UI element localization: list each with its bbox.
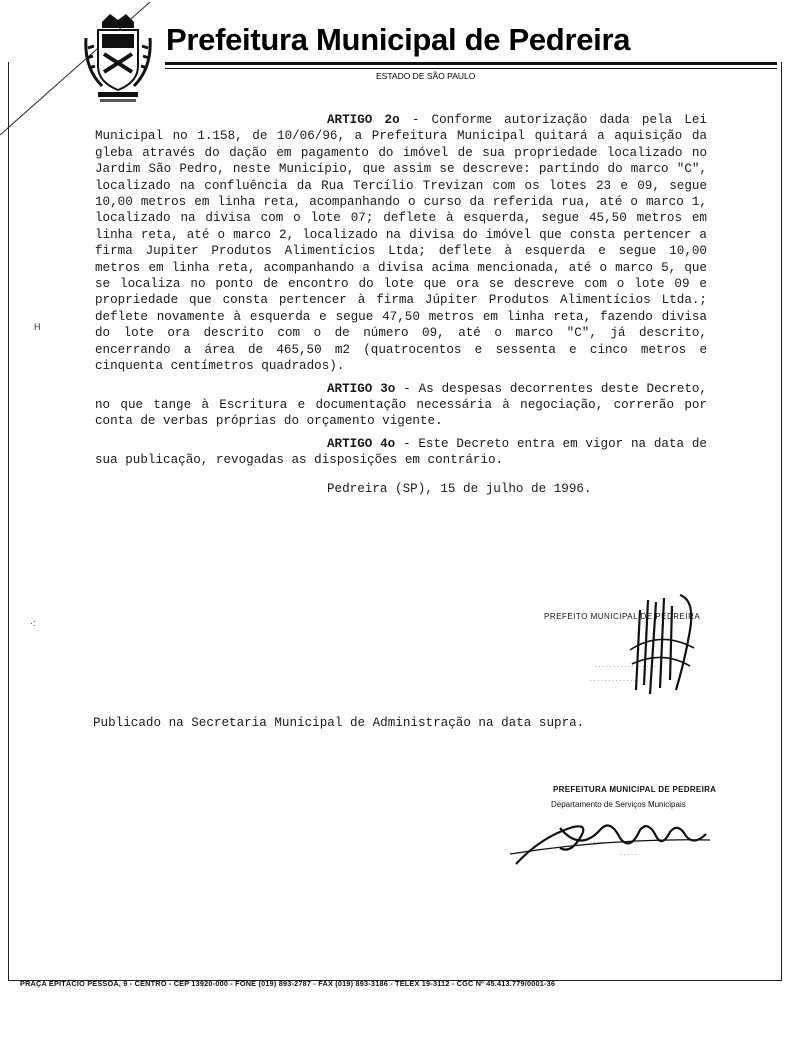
margin-mark: H <box>34 322 41 332</box>
article-4-label: ARTIGO 4o <box>327 436 396 451</box>
signature-2-subtitle: Departamento de Serviços Municipais <box>551 800 686 809</box>
date-line: Pedreira (SP), 15 de julho de 1996. <box>327 481 592 496</box>
article-3-label: ARTIGO 3o <box>327 381 396 396</box>
signature-2-detail-2: · · · · · <box>620 852 637 858</box>
signature-2-title: PREFEITURA MUNICIPAL DE PEDREIRA <box>553 785 717 794</box>
state-label: ESTADO DE SÃO PAULO <box>376 71 476 81</box>
article-3-text: - As despesas decorrentes deste Decreto, no que tange à Escritura e documentação necessária à negociação, correrão por conta de verbas próprias do orçamento vigente. <box>95 381 707 429</box>
footer-address: PRAÇA EPITÁCIO PESSOA, 9 - CENTRO - CEP 13920-000 - FONE (019) 893-2787 - FAX (019) 893-3186 - TELEX 19-3112 - CGC Nº 45.413.779/0001-36 <box>20 979 556 988</box>
article-4 <box>95 436 707 469</box>
article-2 <box>95 112 707 375</box>
signature-1-detail-2: · · · · · · · · · · · · · <box>590 678 636 684</box>
signature-2-detail: · · · · · · · · · · · · · · <box>590 840 640 846</box>
document-body <box>95 112 707 497</box>
article-2-text: - Conforme autorização dada pela Lei Municipal no 1.158, de 10/06/96, a Prefeitura Municipal quitará a aquisição da gleba através do dação em pagamento do imóvel de sua propriedade localizado no Jardim São Pedro, neste Município, que assim se descreve: partindo do marco "C", localizado na confluência da Rua Tercílio Trevizan com os lotes 23 e 09, segue 10,00 metros em linha reta, acompanhando o curso da referida rua, até o marco 1, localizado na divisa com o lote 07; deflete à esquerda, segue 45,50 metros em linha reta, até o marco 2, localizado na divisa do imóvel que consta pertencer a firma Jupiter Produtos Alimentícios Ltda; deflete à esquerda e segue 10,00 metros em linha reta, acompanhando a divisa acima mencionada, até o marco 5, que se localiza no ponto de encontro do lote que ora se descreve com o lote 09 e propriedade que consta pertencer à firma Júpiter Produtos Alimentícios Ltda.; deflete novamente à esquerda e segue 47,50 metros em linha reta, fazendo divisa do lote ora descrito com o de número 09, até o marco "C", já descrito, encerrando a área de 465,50 m2 (quatrocentos e sessenta e cinco metros e cinquenta centímetros quadrados). <box>95 113 707 374</box>
article-2-label: ARTIGO 2o <box>327 113 400 127</box>
article-4-text: - Este Decreto entra em vigor na data de sua publicação, revogadas as disposições em contrário. <box>95 436 707 468</box>
article-3 <box>95 381 707 430</box>
signature-1-detail: · · · · · · · · · · · · · · · · · <box>595 664 656 670</box>
signature-1-title: PREFEITO MUNICIPAL DE PEDREIRA <box>544 612 701 621</box>
publication-note: Publicado na Secretaria Municipal de Administração na data supra. <box>93 716 585 730</box>
secretary-signature-icon <box>510 808 720 868</box>
page-title: Prefeitura Municipal de Pedreira <box>166 22 631 57</box>
margin-mark: ·: <box>30 618 36 628</box>
